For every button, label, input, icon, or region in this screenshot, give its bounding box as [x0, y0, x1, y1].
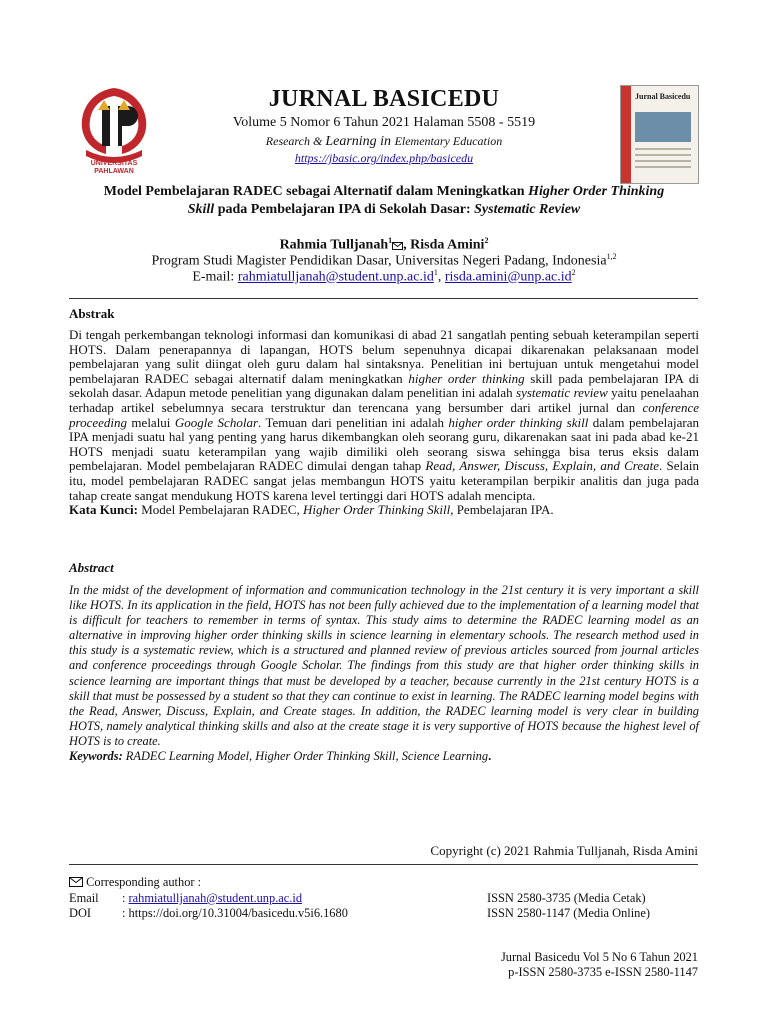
logo-text-top: UNIVERSITAS	[90, 160, 138, 167]
cover-title: Jurnal Basicedu	[635, 92, 691, 101]
author-emails: E-mail: $rahmiatulljanah@student.unp.ac.id^1$, $risda.amini@unp.ac.id^2$	[192, 268, 576, 285]
journal-cover-thumbnail	[620, 85, 699, 184]
logo-text-bottom: PAHLAWAN	[94, 168, 134, 175]
abstract-heading: Abstract	[69, 560, 114, 575]
volume-line: Volume 5 Nomor 6 Tahun 2021 Halaman 5508 - 5519	[232, 115, 536, 130]
journal-url-link[interactable]: https://jbasic.org/index.php/basicedu	[294, 151, 474, 165]
copyright: Copyright (c) 2021 Rahmia Tulljanah, Risda Amini	[430, 843, 698, 858]
email-link-1[interactable]: rahmiatulljanah@student.unp.ac.id	[237, 269, 434, 285]
corresponding-author-label: Corresponding author :	[69, 875, 201, 891]
footer-email-link[interactable]: rahmiatulljanah@student.unp.ac.id	[128, 891, 303, 905]
affiliation: Program Studi Magister Pendidikan Dasar, Universitas Negeri Padang, Indonesia$^{1,2}$	[151, 252, 617, 269]
abstract-body: In the midst of the development of information and communication technology in the 21st century it is very important a skill like HOTS. In its application in the field, HOTS has not been fully achieved due to the implementation of a learning model that is difficult for teachers to remember in terms of syntax. This study aims to determine the RADEC learning model as an alternative in improving higher order thinking skills in science learning in elementary schools. The research method used in this study is a systematic review, which is a structured and planned review of previous articles sourced from journal articles and conference proceedings through Google Scholar. The findings from this study are that higher order thinking skills in science learning are important things that must be developed by a teacher, because currently in the 21st century HOTS is a skill that must be possessed by a student so that they can continue to exist in learning. The RADEC learning model begins with the Read, Answer, Discuss, Explain, and Create stages. In addition, the RADEC learning model is very clear in building HOTS, namely analytical thinking skills and also at the create stage it is very supportive of HOTS because the highest level of HOTS is to create. Keywords: RADEC Learning Model, Higher Order Thinking Skill, Science Learning.	[69, 583, 699, 764]
divider	[69, 298, 698, 299]
issn-print: ISSN 2580-3735 (Media Cetak)	[487, 891, 646, 905]
email-link-2[interactable]: risda.amini@unp.ac.id	[444, 269, 572, 285]
footer-doi-label: DOI	[69, 906, 92, 920]
paper-title: Model Pembelajaran RADEC sebagai Alternatif dalam Meningkatkan Higher Order Thinking Skill pada Pembelajaran IPA di Sekolah Dasar: Systematic Review	[103, 184, 665, 217]
issn-online: ISSN 2580-1147 (Media Online)	[487, 906, 651, 920]
journal-title: JURNAL BASICEDU	[268, 86, 500, 112]
abstrak-body: Di tengah perkembangan teknologi informasi dan komunikasi di abad 21 sangatlah penting sebuah keterampilan seperti HOTS. Dalam penerapannya di lapangan, HOTS belum sepenuhnya dicapai dikarenakan pelaksanaan model pembelajaran yang sulit diingat oleh guru dalam hal sintaksnya. Penelitian ini bertujuan untuk mengetahui model pembelajaran RADEC sebagai alternatif dalam meningkatkan higher order thinking skill pada pembelajaran IPA di sekolah dasar. Adapun metode penelitian yang digunakan dalam penelitian ini adalah systematic review yaitu penelaahan terhadap artikel sebelumnya secara terstruktur dan terencana yang bersumber dari artikel jurnal dan conference proceeding melalui Google Scholar. Temuan dari penelitian ini adalah higher order thinking skill dalam pembelajaran IPA menjadi suatu hal yang penting yang harus dikembangkan oleh seorang guru, dikarenakan saat ini pada abad ke-21 HOTS menjadi suatu keterampilan yang wajib dimiliki oleh seorang siswa sehingga bisa terus eksis dalam pembelajaran. Model pembelajaran RADEC dimulai dengan tahap Read, Answer, Discuss, Explain, and Create. Selain itu, model pembelajaran RADEC sangat jelas membangun HOTS yaitu keterampilan berpikir analitis dan juga pada tahap create sangat mendukung HOTS karena level tertinggi dari HOTS adalah mencipta. Kata Kunci: Model Pembelajaran RADEC, Higher Order Thinking Skill, Pembelajaran IPA.	[69, 327, 699, 518]
footer-divider	[69, 864, 698, 865]
abstrak-heading: Abstrak	[69, 306, 115, 321]
mail-icon	[69, 876, 83, 891]
author-line: Rahmia Tulljanah$^1$ , Risda Amini$^2$	[279, 236, 489, 253]
running-footer-journal: Jurnal Basicedu Vol 5 No 6 Tahun 2021	[500, 950, 698, 964]
footer-email: : rahmiatulljanah@student.unp.ac.id	[122, 891, 303, 905]
kata-kunci-label: Kata Kunci:	[69, 502, 138, 518]
running-footer-issn: p-ISSN 2580-3735 e-ISSN 2580-1147	[508, 965, 698, 979]
footer-doi[interactable]: : https://doi.org/10.31004/basicedu.v5i6.1680	[122, 906, 348, 920]
footer-email-label: Email	[69, 891, 99, 905]
keywords-label: Keywords:	[69, 749, 123, 764]
journal-tagline: Research & Learning in Elementary Education	[265, 134, 503, 149]
